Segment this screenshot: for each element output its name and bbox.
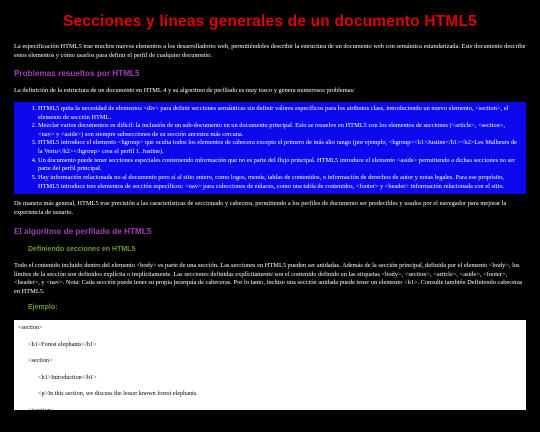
problems-lead: La definición de la estructura de un documento en HTML 4 y su algoritmo de perfilado es muy tosco y genera numerosos problemas: xyxy=(14,87,355,95)
list-item: 5. Hay información relacionada no al documento pero sí al sitio entero, como logos, menús, tablas de contenidos, o información de derechos de autor y notas legales. Para ese propósito, HTML5 introduce tres elementos de sección específicos: <nav> para colecciones de enlaces, como una tabla de contenidos, <footer> y <header> información relacionada con el sitio. xyxy=(38,174,520,191)
list-item: 1. HTML5 quita la necesidad de elementos <div> para definir secciones semánticas sin definir valores específicos para los atributos class, introduciendo un nuevo elemento, <section>, el elemento de sección HTML. xyxy=(38,105,520,122)
subheading-defining-sections: Definiendo secciones en HTML5 xyxy=(28,245,136,253)
code-line: <section> xyxy=(28,423,53,431)
code-example xyxy=(14,320,526,431)
problems-box xyxy=(14,102,526,194)
code-line: <h1>Introduction</h1> xyxy=(38,373,97,381)
code-line: </section> xyxy=(28,406,55,414)
page-title: Secciones y líneas generales de un documento HTML5 xyxy=(63,13,477,30)
problems-list xyxy=(20,105,520,191)
list-item: 2. Mezclar varios documentos es difícil: la inclusión de un sub-documento en un documento principal. Esto se resuelve en HTML5 con los elementos de secciones (<article>, <section>, <nav> y <aside>) son siempre subsecciones de su sección ancestra más cercana. xyxy=(38,122,520,139)
code-line: <section> xyxy=(18,324,43,332)
section-heading-problems: Problemas resueltos por HTML5 xyxy=(14,69,140,79)
problems-closing: De manera más general, HTML5 trae precisión a las características de seccionado y cabecera, permitiendo a los perfiles de documento ser predecibles y usados por el navegador para mejorar la experiencia de usuario. xyxy=(14,200,507,216)
sections-body: Todo el contenido incluido dentro del elemento <body> es parte de una sección. Las secciones en HTML5 pueden ser anidadas. Además de la sección principal, definida por el elemento <body>, los límites de la sección son definidos explícita o implícitamente. Las secciones definidas explícitamente son el contenido definido en las etiquetas <body>, <section>, <article>, <aside>, <footer>, <header>, y <nav>. Nota: Cada sección puede tener su propia jerarquía de cabeceras. Por lo tanto, incluso una sección anidada puede tener un elemento <h1>. Consulte también Definiendo cabeceras en HTML5. xyxy=(14,262,523,296)
list-item: 4. Un documento puede tener secciones especiales conteniendo información que no es parte del flujo principal. HTML5 introduce el elemento <aside> permitiendo a dichas secciones no ser parte del perfil principal. xyxy=(38,157,520,174)
section-heading-algorithm: El algoritmo de perfilado de HTML5 xyxy=(14,226,152,236)
list-item: 3. HTML5 introduce el elemento <hgroup> que oculta todos los elementos de cabecera excepto el primero de más alto rango (por ejemplo, <hgroup><h1>Justine</h1><h2>Les Malheurs de la Vertu</h2></hgroup> crea el perfil 1. Justine). xyxy=(38,139,520,156)
code-line: <h1>Forest elephants</h1> xyxy=(28,340,97,348)
code-line: <p>In this section, we discuss the lesser known forest elephants. xyxy=(38,390,198,398)
example-label: Ejemplo: xyxy=(28,303,58,311)
intro-paragraph: La especificación HTML5 trae muchos nuevos elementos a los desarrolladores web, permitiéndoles describir la estructura de un documento web con semántica estandarizada. Este documento describe estos elementos y cómo usarlos para definir el perfil de cualquier documento. xyxy=(14,42,526,59)
code-line: <section> xyxy=(28,357,53,365)
